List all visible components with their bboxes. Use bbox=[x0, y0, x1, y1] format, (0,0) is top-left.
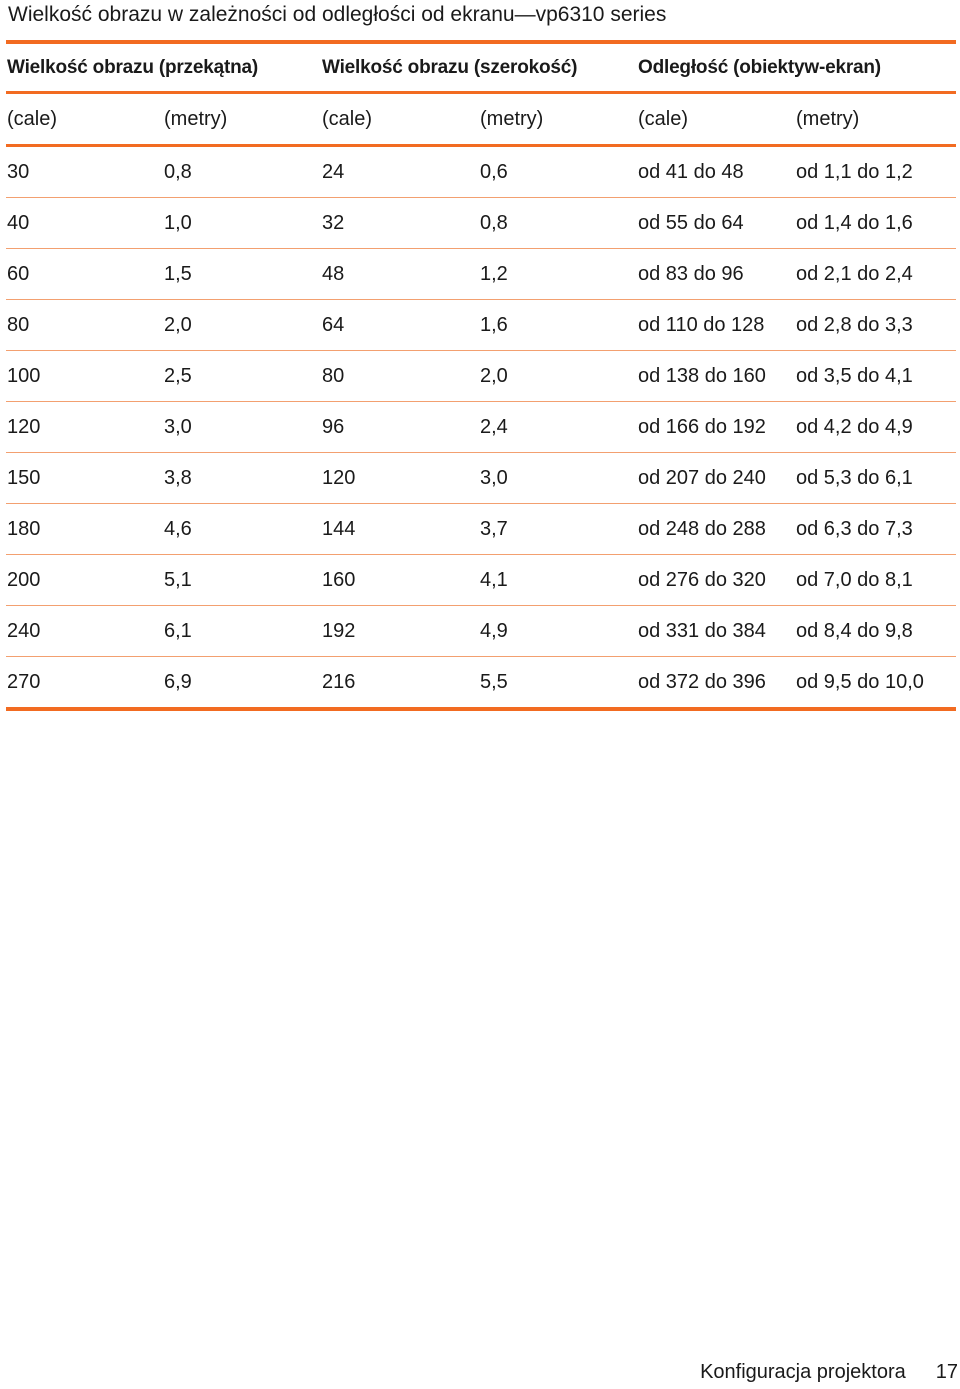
table-cell: od 110 do 128 bbox=[638, 313, 765, 336]
table-cell: 2,0 bbox=[164, 313, 192, 336]
table-bottom-rule bbox=[6, 707, 956, 711]
table-cell: 40 bbox=[7, 211, 30, 234]
table-cell: od 5,3 do 6,1 bbox=[796, 466, 913, 489]
table-cell: 150 bbox=[7, 466, 41, 489]
table-cell: 4,1 bbox=[480, 568, 508, 591]
table-cell: 80 bbox=[7, 313, 30, 336]
page-footer bbox=[700, 1357, 960, 1387]
table-cell: od 331 do 384 bbox=[638, 619, 766, 642]
table-cell: 192 bbox=[322, 619, 356, 642]
page-number: 17 bbox=[935, 1360, 958, 1383]
table-cell: od 1,1 do 1,2 bbox=[796, 160, 913, 183]
unit-header: (cale) bbox=[322, 107, 373, 130]
table-cell: 1,2 bbox=[480, 262, 508, 285]
table-cell: od 6,3 do 7,3 bbox=[796, 517, 913, 540]
table-cell: 270 bbox=[7, 670, 41, 693]
table-cell: 2,5 bbox=[164, 364, 192, 387]
table-cell: 32 bbox=[322, 211, 345, 234]
unit-header: (metry) bbox=[796, 107, 860, 130]
table-cell: 0,8 bbox=[164, 160, 192, 183]
unit-header: (cale) bbox=[7, 107, 58, 130]
table-row bbox=[6, 555, 956, 605]
table-cell: 6,1 bbox=[164, 619, 192, 642]
distance-table bbox=[6, 40, 956, 711]
table-cell: 2,4 bbox=[480, 415, 508, 438]
header-width: Wielkość obrazu (szerokość) bbox=[322, 56, 578, 78]
table-row bbox=[6, 147, 956, 197]
table-cell: 216 bbox=[322, 670, 356, 693]
table-cell: od 8,4 do 9,8 bbox=[796, 619, 913, 642]
table-cell: 3,0 bbox=[480, 466, 508, 489]
table-cell: od 138 do 160 bbox=[638, 364, 766, 387]
table-cell: od 207 do 240 bbox=[638, 466, 766, 489]
table-row bbox=[6, 402, 956, 452]
table-cell: od 2,8 do 3,3 bbox=[796, 313, 913, 336]
table-cell: 5,5 bbox=[480, 670, 508, 693]
table-cell: 0,6 bbox=[480, 160, 508, 183]
table-cell: 3,0 bbox=[164, 415, 192, 438]
table-cell: 96 bbox=[322, 415, 345, 438]
table-cell: 6,9 bbox=[164, 670, 192, 693]
table-cell: od 9,5 do 10,0 bbox=[796, 670, 924, 693]
table-row bbox=[6, 249, 956, 299]
table-cell: 200 bbox=[7, 568, 41, 591]
table-body bbox=[6, 147, 956, 707]
table-cell: 1,0 bbox=[164, 211, 192, 234]
table-cell: 120 bbox=[322, 466, 356, 489]
table-cell: 3,8 bbox=[164, 466, 192, 489]
table-cell: 160 bbox=[322, 568, 356, 591]
table-cell: od 166 do 192 bbox=[638, 415, 766, 438]
table-row bbox=[6, 504, 956, 554]
header-distance: Odległość (obiektyw-ekran) bbox=[638, 56, 881, 78]
table-cell: 4,6 bbox=[164, 517, 192, 540]
table-cell: 240 bbox=[7, 619, 41, 642]
table-cell: od 3,5 do 4,1 bbox=[796, 364, 913, 387]
table-cell: od 41 do 48 bbox=[638, 160, 744, 183]
table-cell: 3,7 bbox=[480, 517, 508, 540]
table-row bbox=[6, 300, 956, 350]
table-cell: 4,9 bbox=[480, 619, 508, 642]
table-cell: od 372 do 396 bbox=[638, 670, 766, 693]
table-cell: 100 bbox=[7, 364, 41, 387]
table-cell: 0,8 bbox=[480, 211, 508, 234]
table-cell: 64 bbox=[322, 313, 345, 336]
table-cell: 1,6 bbox=[480, 313, 508, 336]
table-cell: 180 bbox=[7, 517, 41, 540]
table-cell: 144 bbox=[322, 517, 356, 540]
table-cell: 5,1 bbox=[164, 568, 192, 591]
table-row bbox=[6, 453, 956, 503]
table-row bbox=[6, 606, 956, 656]
table-cell: 30 bbox=[7, 160, 30, 183]
table-cell: od 276 do 320 bbox=[638, 568, 766, 591]
table-cell: 1,5 bbox=[164, 262, 192, 285]
table-cell: 48 bbox=[322, 262, 345, 285]
page-title: Wielkość obrazu w zależności od odległości od ekranu—vp6310 series bbox=[8, 3, 667, 26]
table-cell: od 55 do 64 bbox=[638, 211, 744, 234]
header-diagonal: Wielkość obrazu (przekątna) bbox=[7, 56, 258, 78]
table-cell: 120 bbox=[7, 415, 41, 438]
table-cell: 80 bbox=[322, 364, 345, 387]
footer-section-title: Konfiguracja projektora bbox=[700, 1360, 906, 1383]
unit-header: (metry) bbox=[164, 107, 228, 130]
table-cell: 24 bbox=[322, 160, 345, 183]
unit-header-row bbox=[6, 94, 956, 144]
table-cell: od 4,2 do 4,9 bbox=[796, 415, 913, 438]
unit-header: (metry) bbox=[480, 107, 544, 130]
unit-header: (cale) bbox=[638, 107, 689, 130]
table-cell: od 1,4 do 1,6 bbox=[796, 211, 913, 234]
table-row bbox=[6, 351, 956, 401]
table-cell: od 83 do 96 bbox=[638, 262, 744, 285]
table-row bbox=[6, 198, 956, 248]
table-cell: 60 bbox=[7, 262, 30, 285]
table-row bbox=[6, 657, 956, 707]
table-cell: od 248 do 288 bbox=[638, 517, 766, 540]
table-cell: 2,0 bbox=[480, 364, 508, 387]
group-header-row bbox=[6, 44, 956, 91]
table-cell: od 7,0 do 8,1 bbox=[796, 568, 913, 591]
table-cell: od 2,1 do 2,4 bbox=[796, 262, 913, 285]
